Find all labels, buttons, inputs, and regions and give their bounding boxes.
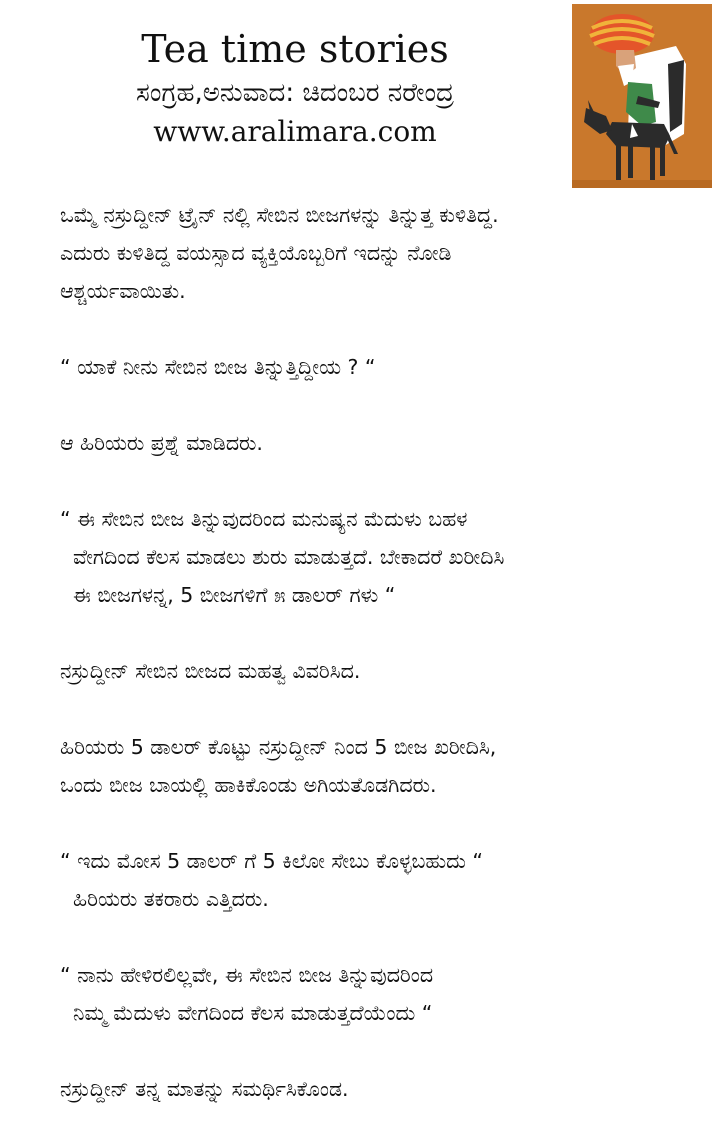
story-paragraph: ಹಿರಿಯರು 5 ಡಾಲರ್ ಕೊಟ್ಟು ನಸ್ರುದ್ದೀನ್ ನಿಂದ 5 ಬೀಜ ಖರೀದಿಸಿ, ಒಂದು ಬೀಜ ಬಾಯಲ್ಲಿ ಹಾಕಿಕೊಂಡು ಅಗಿಯತೊಡಗಿದರು.: [60, 735, 497, 797]
header-text-block: [60, 24, 530, 152]
story-paragraph: ನಸ್ರುದ್ದೀನ್ ಸೇಬಿನ ಬೀಜದ ಮಹತ್ವ ವಿವರಿಸಿದ.: [60, 659, 361, 683]
story-body: [60, 196, 708, 1146]
nasruddin-on-donkey-illustration: [572, 4, 712, 188]
story-paragraph: “ ಯಾಕೆ ನೀನು ಸೇಬಿನ ಬೀಜ ತಿನ್ನುತ್ತಿದ್ದೀಯ ? “: [60, 355, 376, 379]
robe-shadow: [668, 60, 684, 132]
page-header: [0, 0, 720, 195]
website-url: www.aralimara.com: [153, 115, 437, 148]
story-paragraph: “ ನಾನು ಹೇಳಿರಲಿಲ್ಲವೇ, ಈ ಸೇಬಿನ ಬೀಜ ತಿನ್ನುವುದರಿಂದ ನಿಮ್ಮ ಮೆದುಳು ವೇಗದಿಂದ ಕೆಲಸ ಮಾಡುತ್ತದೆಯೆಂದು “: [60, 963, 434, 1025]
story-paragraph: “ ಈ ಸೇಬಿನ ಬೀಜ ತಿನ್ನುವುದರಿಂದ ಮನುಷ್ಯನ ಮೆದುಳು ಬಹಳ ವೇಗದಿಂದ ಕೆಲಸ ಮಾಡಲು ಶುರು ಮಾಡುತ್ತದೆ. ಬೇಕಾದರೆ ಖರೀದಿಸಿ ಈ ಬೀಜಗಳನ್ನ, 5 ಬೀಜಗಳಿಗೆ ೫ ಡಾಲರ್ ಗಳು “: [60, 507, 505, 607]
story-paragraph: “ ಇದು ಮೋಸ 5 ಡಾಲರ್ ಗೆ 5 ಕಿಲೋ ಸೇಬು ಕೊಳ್ಳಬಹುದು “ ಹಿರಿಯರು ತಕರಾರು ಎತ್ತಿದರು.: [60, 849, 484, 911]
story-paragraph: ಆ ಹಿರಿಯರು ಪ್ರಶ್ನೆ ಮಾಡಿದರು.: [60, 431, 263, 455]
page-title: Tea time stories: [141, 27, 449, 71]
compiler-translator-credit: ಸಂಗ್ರಹ,ಅನುವಾದ: ಚಿದಂಬರ ನರೇಂದ್ರ: [136, 78, 454, 108]
story-paragraph: ಒಮ್ಮೆ ನಸ್ರುದ್ದೀನ್ ಟ್ರೈನ್ ನಲ್ಲಿ ಸೇಬಿನ ಬೀಜಗಳನ್ನು ತಿನ್ನುತ್ತ ಕುಳಿತಿದ್ದ. ಎದುರು ಕುಳಿತಿದ್ದ ವಯಸ್ಸಾದ ವ್ಯಕ್ತಿಯೊಬ್ಬರಿಗೆ ಇದನ್ನು ನೋಡಿ ಆಶ್ಚರ್ಯವಾಯಿತು.: [60, 203, 499, 303]
story-paragraph: ನಸ್ರುದ್ದೀನ್ ತನ್ನ ಮಾತನ್ನು ಸಮರ್ಥಿಸಿಕೊಂಡ.: [60, 1077, 349, 1101]
